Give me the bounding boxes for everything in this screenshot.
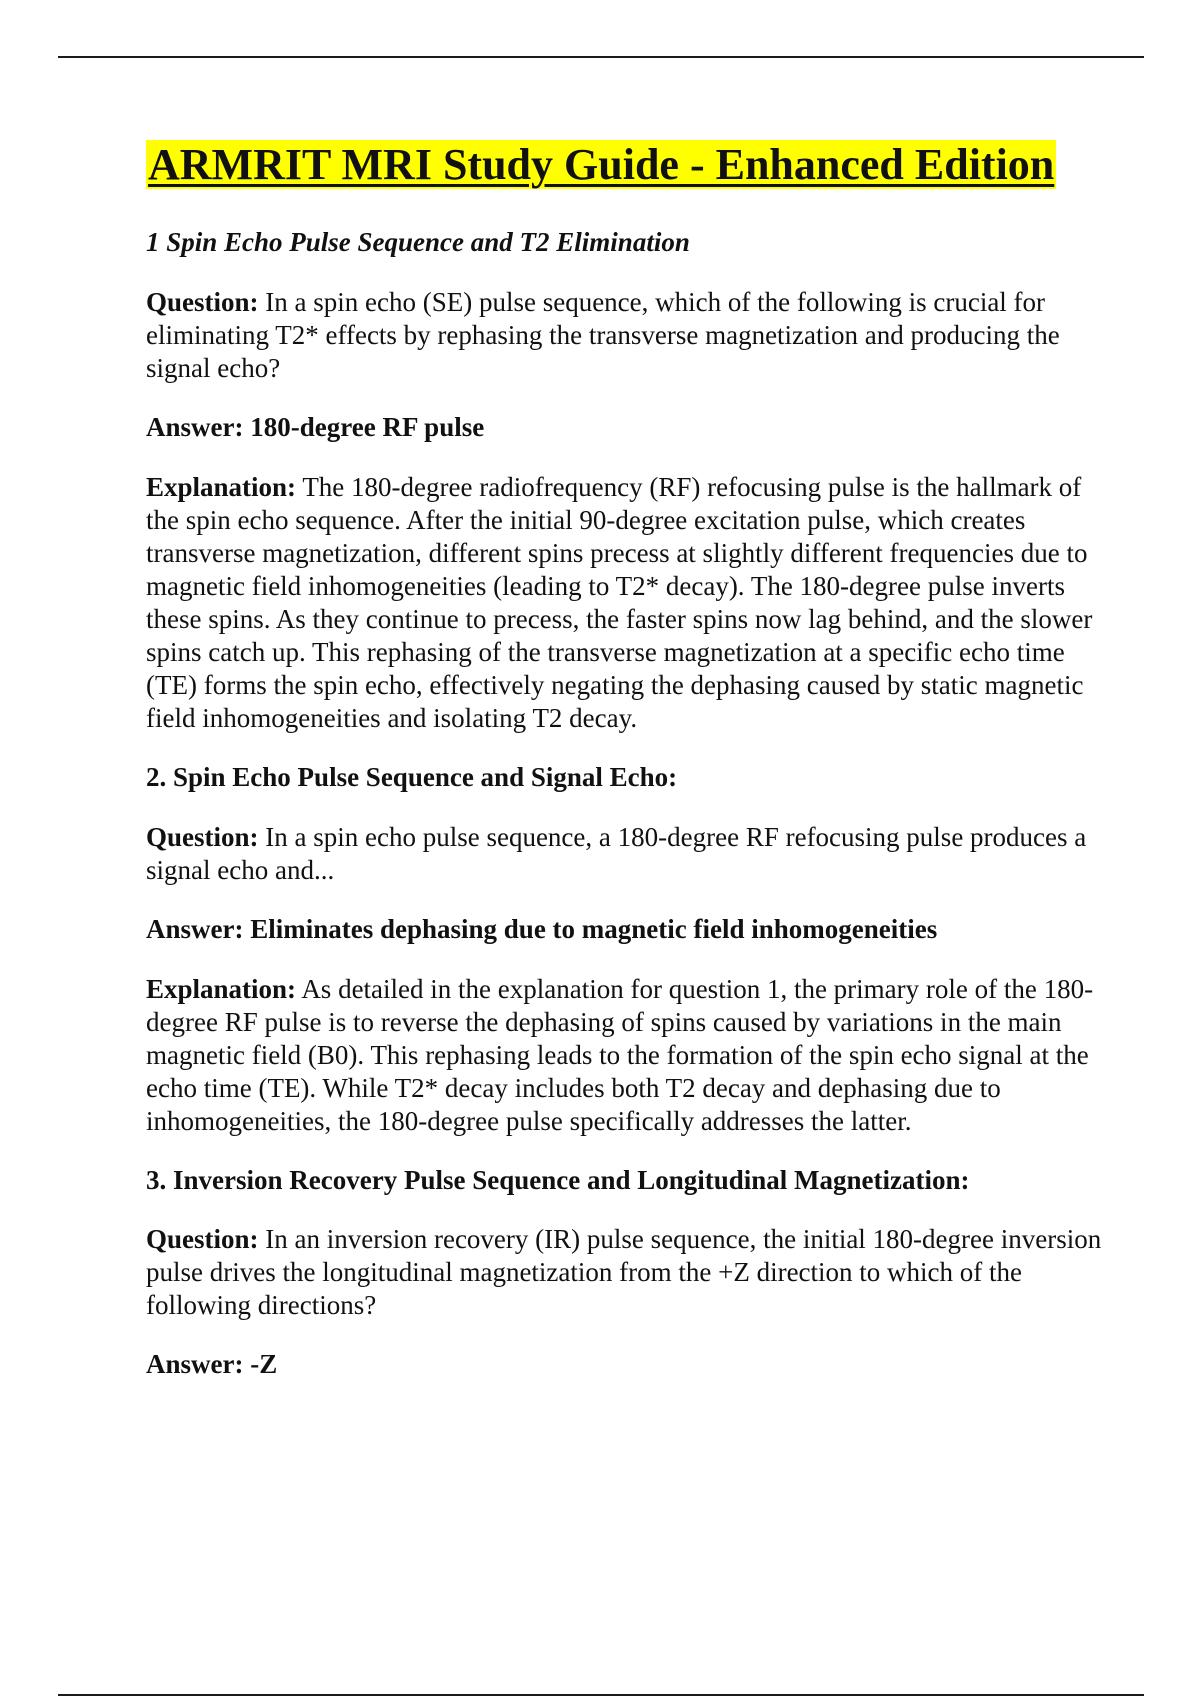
question-paragraph	[146, 1223, 1106, 1322]
answer-label: Answer:	[146, 1349, 244, 1380]
question-label: Question:	[146, 286, 259, 317]
document-title: ARMRIT MRI Study Guide - Enhanced Edition	[148, 140, 1055, 189]
section-3	[146, 1164, 1106, 1382]
question-label: Question:	[146, 821, 259, 852]
question-label: Question:	[146, 1224, 259, 1255]
bottom-rule	[58, 1694, 1144, 1696]
answer-line	[146, 411, 1106, 444]
explanation-label: Explanation:	[146, 471, 297, 502]
question-paragraph	[146, 821, 1106, 887]
question-text: In a spin echo (SE) pulse sequence, which of the following is crucial for eliminating T2* effects by rephasing the transverse magnetization and producing the signal echo?	[146, 286, 1060, 383]
answer-line	[146, 1348, 1106, 1381]
answer-line	[146, 913, 1106, 946]
explanation-text: As detailed in the explanation for question 1, the primary role of the 180-degree RF pulse is to reverse the dephasing of spins caused by variations in the main magnetic field (B0). This rephasing leads to the formation of the spin echo signal at the echo time (TE). While T2* decay includes both T2 decay and dephasing due to inhomogeneities, the 180-degree pulse specifically addresses the latter.	[146, 973, 1094, 1136]
explanation-paragraph	[146, 471, 1106, 735]
question-text: In an inversion recovery (IR) pulse sequence, the initial 180-degree inversion pulse drives the longitudinal magnetization from the +Z direction to which of the following directions?	[146, 1224, 1102, 1321]
section-heading: 2. Spin Echo Pulse Sequence and Signal Echo:	[146, 761, 678, 792]
answer-text: -Z	[250, 1349, 278, 1380]
answer-label: Answer:	[146, 411, 244, 442]
section-1	[146, 226, 1106, 735]
section-heading: 3. Inversion Recovery Pulse Sequence and Longitudinal Magnetization:	[146, 1164, 970, 1195]
explanation-paragraph	[146, 973, 1106, 1138]
answer-label: Answer:	[146, 913, 244, 944]
document-body	[146, 140, 1106, 1408]
answer-text: Eliminates dephasing due to magnetic field inhomogeneities	[250, 913, 938, 944]
question-text: In a spin echo pulse sequence, a 180-degree RF refocusing pulse produces a signal echo and...	[146, 821, 1087, 885]
section-2	[146, 761, 1106, 1138]
explanation-label: Explanation:	[146, 973, 297, 1004]
answer-text: 180-degree RF pulse	[250, 411, 485, 442]
section-heading: 1 Spin Echo Pulse Sequence and T2 Elimination	[146, 227, 690, 257]
explanation-text: The 180-degree radiofrequency (RF) refocusing pulse is the hallmark of the spin echo sequence. After the initial 90-degree excitation pulse, which creates transverse magnetization, different spins precess at slightly different frequencies due to magnetic field inhomogeneities (leading to T2* decay). The 180-degree pulse inverts these spins. As they continue to precess, the faster spins now lag behind, and the slower spins catch up. This rephasing of the transverse magnetization at a specific echo time (TE) forms the spin echo, effectively negating the dephasing caused by static magnetic field inhomogeneities and isolating T2 decay.	[146, 471, 1093, 733]
title-block	[146, 140, 1106, 200]
top-rule	[58, 56, 1144, 58]
question-paragraph	[146, 286, 1106, 385]
